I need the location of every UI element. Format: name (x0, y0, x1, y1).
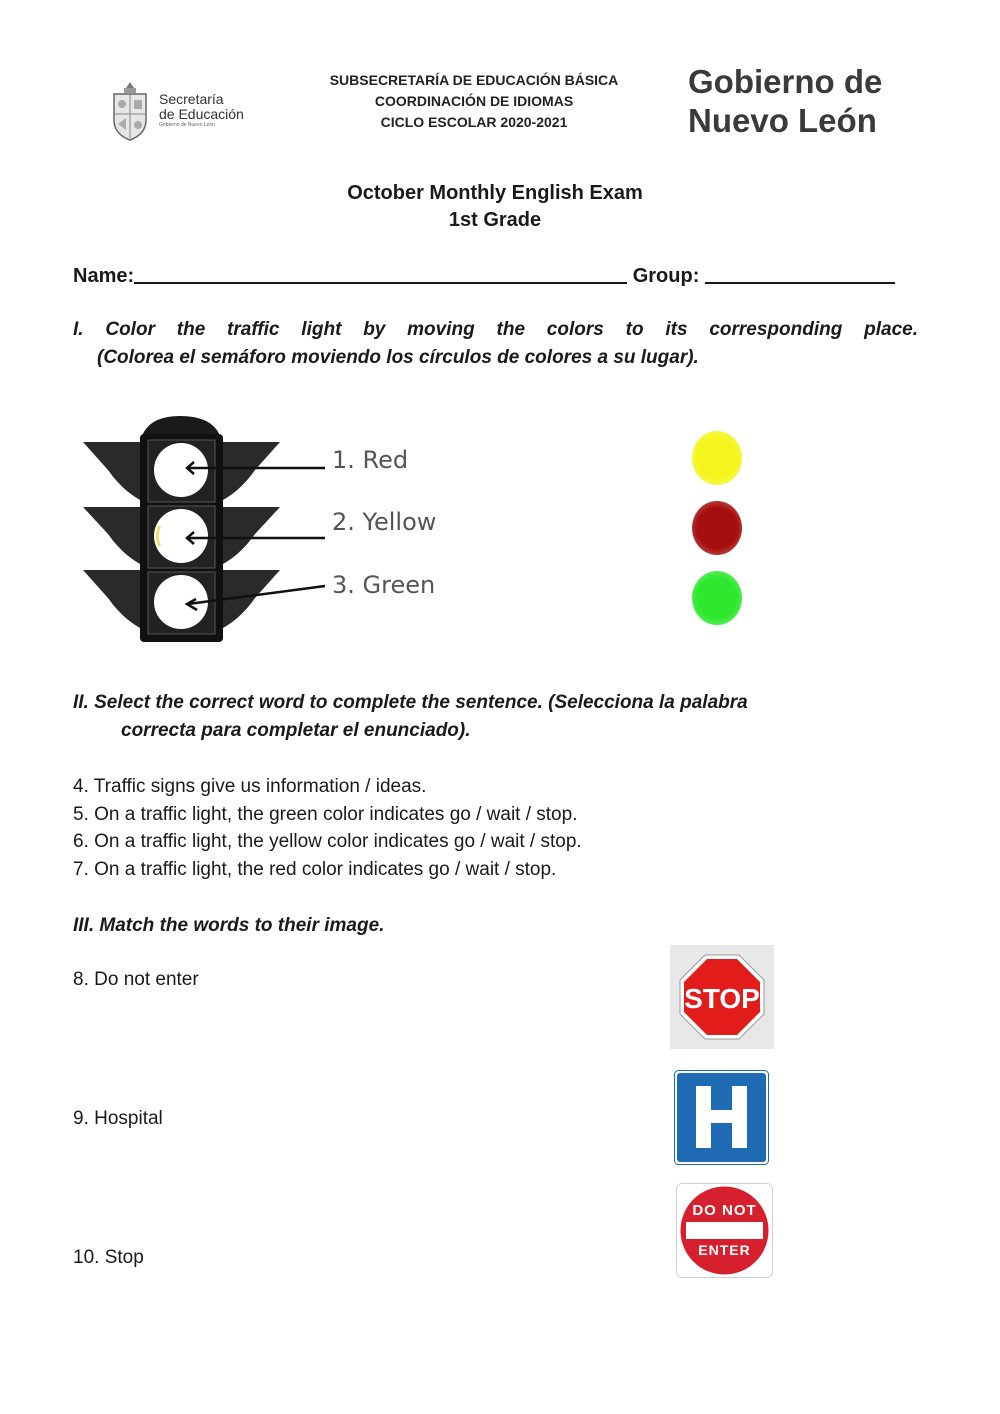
do-not-enter-top-text: DO NOT (692, 1202, 757, 1219)
match-item-9[interactable]: 9. Hospital (73, 1108, 163, 1129)
secretaria-line1: Secretaría (159, 91, 224, 107)
stop-sign-text: STOP (684, 983, 760, 1014)
coat-of-arms-seal-icon (108, 80, 152, 142)
header-subsecretaria: SUBSECRETARÍA DE EDUCACIÓN BÁSICA (329, 72, 619, 88)
do-not-enter-sign-icon[interactable] (676, 1183, 773, 1278)
match-item-8[interactable]: 8. Do not enter (73, 969, 199, 990)
group-label: Group: (632, 265, 700, 287)
do-not-enter-bottom-text: ENTER (698, 1242, 751, 1258)
secretaria-sub: Gobierno de Nuevo León (159, 122, 215, 128)
section2-heading-line2: correcta para completar el enunciado). (121, 720, 471, 741)
stop-sign-icon[interactable] (670, 945, 774, 1049)
name-label: Name: (73, 265, 135, 287)
traffic-light-icon (83, 416, 280, 642)
exam-title-grade: 1st Grade (448, 209, 542, 231)
header-center-block (300, 70, 648, 133)
hospital-sign-icon[interactable] (674, 1070, 769, 1165)
name-group-line (73, 262, 895, 288)
gobierno-line1: Gobierno de (688, 63, 883, 100)
label-green: 3. Green (332, 571, 436, 599)
label-red: 1. Red (332, 446, 409, 474)
secretaria-line2: de Educación (159, 106, 244, 122)
section1-heading-es: (Colorea el semáforo moviendo los círculos de colores a su lugar). (97, 347, 699, 368)
section2-heading-line1: II. Select the correct word to complete the sentence. (Selecciona la palabra (73, 692, 748, 713)
match-item-10[interactable]: 10. Stop (73, 1247, 144, 1268)
label-yellow: 2. Yellow (332, 508, 437, 536)
question-6: 6. On a traffic light, the yellow color indicates go / wait / stop. (73, 831, 582, 852)
section3-heading: III. Match the words to their image. (73, 915, 385, 936)
group-blank[interactable] (705, 262, 895, 284)
header-ciclo: CICLO ESCOLAR 2020-2021 (380, 114, 568, 130)
red-color-circle[interactable] (692, 501, 742, 555)
green-color-circle[interactable] (692, 571, 742, 625)
question-5: 5. On a traffic light, the green color indicates go / wait / stop. (73, 804, 578, 825)
yellow-color-circle[interactable] (692, 431, 742, 485)
section1-heading-en: I. Color the traffic light by moving the colors to its corresponding place. (73, 319, 918, 340)
question-7: 7. On a traffic light, the red color indicates go / wait / stop. (73, 859, 557, 880)
header-coordinacion: COORDINACIÓN DE IDIOMAS (374, 93, 574, 109)
exam-title-line1: October Monthly English Exam (347, 182, 643, 204)
traffic-light-diagram (80, 412, 470, 652)
gobierno-line2: Nuevo León (688, 102, 877, 139)
name-blank[interactable] (134, 262, 627, 284)
secretaria-logo-text (159, 92, 244, 128)
exam-title (0, 180, 990, 234)
gobierno-logo-text (688, 62, 882, 140)
question-4: 4. Traffic signs give us information / ideas. (73, 776, 427, 797)
